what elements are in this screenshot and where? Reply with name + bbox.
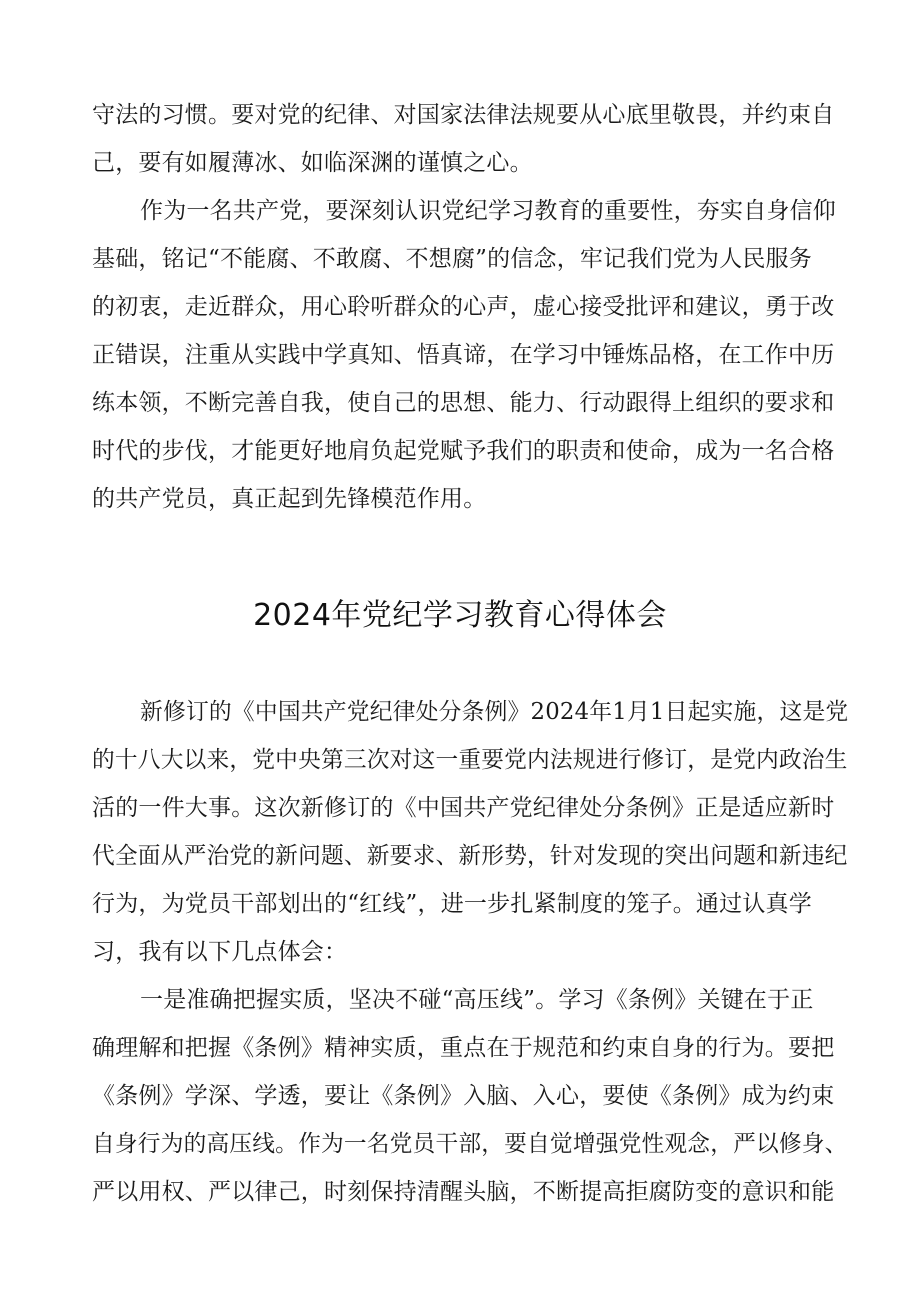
text-line: 己，要有如履薄冰、如临深渊的谨慎之心。 [92,150,533,176]
text-line: 确理解和把握《条例》精神实质，重点在于规范和约束自身的行为。要把 [92,1035,835,1061]
text-line: 的初衷，走近群众，用心聆听群众的心声，虚心接受批评和建议，勇于改 [92,294,835,320]
text-line: 正错误，注重从实践中学真知、悟真谛，在学习中锤炼品格，在工作中历 [92,342,835,368]
text-line: 严以用权、严以律己，时刻保持清醒头脑，不断提高拒腐防变的意识和能 [92,1179,835,1205]
text-line: 代全面从严治党的新问题、新要求、新形势，针对发现的突出问题和新违纪 [92,843,848,869]
document-title: 2024年党纪学习教育心得体会 [253,598,667,633]
paragraph-start-line: 作为一名共产党，要深刻认识党纪学习教育的重要性，夯实自身信仰 [140,198,836,224]
paragraph-start-line: 一是准确把握实质，坚决不碰“高压线”。学习《条例》关键在于正 [140,987,814,1013]
text-line: 《条例》学深、学透，要让《条例》入脑、入心，要使《条例》成为约束 [92,1083,835,1109]
paragraph-start-line: 新修订的《中国共产党纪律处分条例》2024年1月1日起实施，这是党 [140,699,849,725]
text-line: 活的一件大事。这次新修订的《中国共产党纪律处分条例》正是适应新时 [92,795,835,821]
text-line: 行为，为党员干部划出的“红线”，进一步扎紧制度的笼子。通过认真学 [92,891,812,917]
text-line: 的共产党员，真正起到先锋模范作用。 [92,486,487,512]
text-line: 时代的步伐，才能更好地肩负起党赋予我们的职责和使命，成为一名合格 [92,438,835,464]
text-line: 练本领，不断完善自我，使自己的思想、能力、行动跟得上组织的要求和 [92,390,835,416]
text-line: 自身行为的高压线。作为一名党员干部，要自觉增强党性观念，严以修身、 [92,1131,848,1157]
text-line: 守法的习惯。要对党的纪律、对国家法律法规要从心底里敬畏，并约束自 [92,102,835,128]
text-line: 基础，铭记“不能腐、不敢腐、不想腐”的信念，牢记我们党为人民服务 [92,246,812,272]
text-line: 的十八大以来，党中央第三次对这一重要党内法规进行修订，是党内政治生 [92,747,848,773]
text-line: 习，我有以下几点体会： [92,939,348,965]
